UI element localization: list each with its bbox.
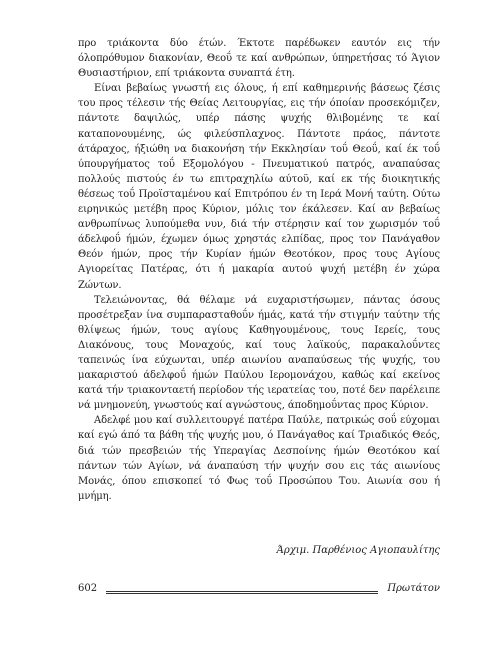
author-signature: Άρχιμ. Παρθένιος Αγιοπαυλίτης xyxy=(276,545,440,556)
running-title: Πρωτάτον xyxy=(387,583,440,594)
paragraph-4: Αδελφέ μου καί συλλειτουργέ πατέρα Παύλε, πατρικώς σοΰ εύχομαι καί εγώ άπό τα βάθη τής ψυχής μου, ό Πανάγαθος καί Τριαδικός Θεός, διά τών πρεσβειών τής Υπεραγίας Δεσποίνης ήμών Θεοτόκου καί πάντων τών Αγίων, νά άναπαύση τήν ψυχήν σου εις τάς αιωνίους Μονάς, όπου επισκοπεί τό Φως τοΰ Προσώπου Του. Αιωνία σου ή μνήμη. xyxy=(78,415,440,502)
page-number: 602 xyxy=(78,583,98,594)
paragraph-2: Είναι βεβαίως γνωστή εις όλους, ή επί καθημερινής βάσεως ζέσις του προς τέλεσιν τής Θείας Λειτουργίας, εις τήν όποίαν προσεκόμιζεν, πάντοτε δαψιλώς, υπέρ πάσης ψυχής θλιβομένης τε καί καταπονουμένης, ώς φιλεύσπλαχνος. Πάντοτε πράος, πάντοτε άτάραχος, ήξιώθη να διακονήση τήν Εκκλησίαν τοΰ Θεοΰ, καί έκ τοΰ ύπουργήματος τοΰ Εξομολόγου - Πνευματικού πατρός, αναπαύσας πολλούς πιστούς έν τω επιτραχηλίω αύτοϋ, καί εκ τής διοικητικής θέσεως τοΰ Προϊσταμένου καί Επιτρόπου έν τη Ιερά Μονή ταύτη. Ούτω ειρηνικώς μετέβη προς Κύριον, μόλις τον έκάλεσεν. Καί αν βεβαίως ανθρωπίνως λυπούμεθα νυν, διά τήν στέρησιν καί τον χωρισμόν τοΰ άδελφοΰ ήμών, έχωμεν όμως χρηστάς ελπίδας, προς τον Πανάγαθον Θεόν ήμών, προς τήν Κυρίαν ήμών Θεοτόκον, προς τους Αγίους Αγιορείτας Πατέρας, ότι ή μακαρία αυτού ψυχή μετέβη έν χώρα Ζώντων. xyxy=(78,83,440,291)
footer-rule xyxy=(106,591,378,594)
page-footer xyxy=(78,580,440,598)
paragraph-1: προ τριάκοντα δύο έτών. Έκτοτε παρέδωκεν εαυτόν εις τήν όλοπρόθυμον διακονίαν, Θεοΰ τε καί ανθρώπων, ύπηρετήσας τό Άγιον Θυσιαστήριον, επί τριάκοντα συναπτά έτη. xyxy=(78,38,440,80)
body-text xyxy=(78,36,440,504)
paragraph-3: Τελειώνοντας, θά θέλαμε νά ευχαριστήσωμεν, πάντας όσους προσέτρεξαν ίνα συμπαρασταθοΰν ήμάς, κατά τήν στιγμήν ταύτην τής θλίψεως ήμών, τους αγίους Καθηγουμένους, τους Ιερείς, τους Διακόνους, τους Μοναχούς, καί τους λαϊκούς, παρακαλοΰντες ταπεινώς ίνα εύχωνται, υπέρ αιωνίου αναπαύσεως τής ψυχής, του μακαριστού άδελφοΰ ήμών Παύλου Ιερομονάχου, καθώς καί εκείνος κατά τήν τριακονταετή περίοδον τής ιερατείας του, ποτέ δεν παρέλειπε νά μνημονεύη, γνωστούς καί αγνώστους, άποδημοΰντας προς Κύριον. xyxy=(78,294,440,412)
